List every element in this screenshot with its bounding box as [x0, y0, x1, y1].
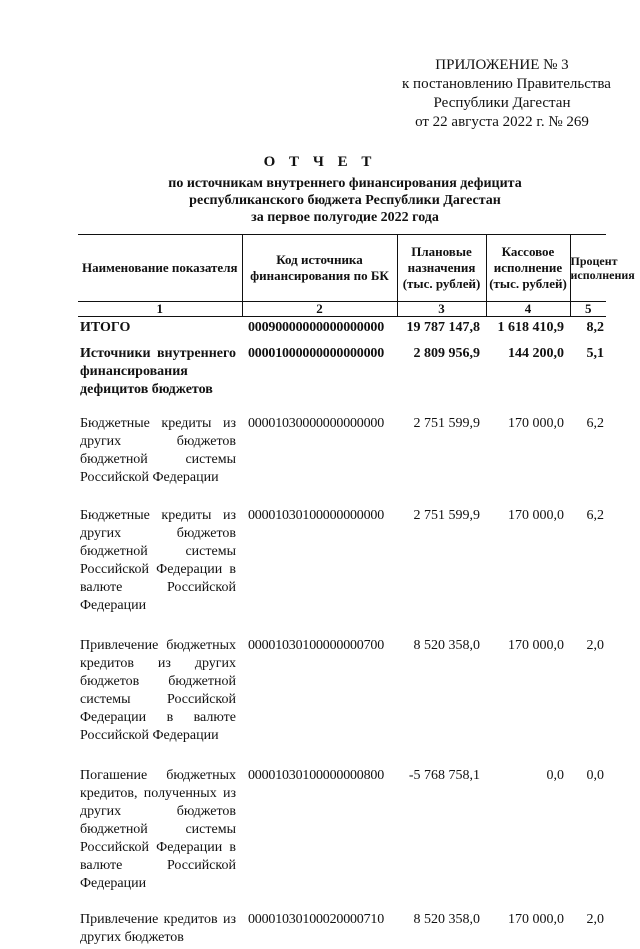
header-percent: Процент исполнения — [570, 235, 606, 302]
row-planned: 2 751 599,9 — [413, 416, 480, 431]
row-code: 00001030100020000710 — [248, 912, 385, 927]
report-subtitle: по источникам внутреннего финансирования дефицита — [168, 176, 522, 191]
row-code: 00001030100000000800 — [248, 768, 385, 783]
row-name: Погашение бюджетных кредитов, полученных из других бюджетов бюджетной системы Российской Федерации в валюте Российской Федерации — [80, 768, 236, 891]
row-planned: 2 751 599,9 — [413, 508, 480, 523]
row-percent: 6,2 — [586, 508, 604, 523]
header-planned: Плановые назначения (тыс. рублей) — [397, 235, 486, 302]
row-executed: 170 000,0 — [508, 416, 564, 431]
row-percent: 2,0 — [586, 912, 604, 927]
table-row — [78, 909, 606, 949]
column-number-row — [78, 302, 606, 317]
row-code: 00001000000000000000 — [248, 346, 385, 361]
appendix-line: к постановлению Правительства — [402, 76, 611, 92]
row-planned: -5 768 758,1 — [408, 768, 480, 783]
table-row — [78, 765, 606, 909]
row-code: 00001030000000000000 — [248, 416, 385, 431]
row-name: Источники внутреннего финансирования дефицитов бюджетов — [80, 346, 236, 397]
appendix-block — [402, 56, 611, 132]
row-code: 00001030100000000700 — [248, 638, 385, 653]
row-planned: 19 787 147,8 — [406, 320, 480, 335]
report-table — [78, 234, 635, 949]
row-executed: 170 000,0 — [508, 508, 564, 523]
report-title-block — [0, 154, 640, 226]
row-executed: 170 000,0 — [508, 912, 564, 927]
row-name: Бюджетные кредиты из других бюджетов бюджетной системы Российской Федерации — [80, 416, 236, 485]
row-percent: 6,2 — [586, 416, 604, 431]
row-percent: 5,1 — [586, 346, 604, 361]
table-row — [78, 343, 606, 413]
table-header-row — [78, 235, 606, 302]
table-row — [78, 317, 606, 344]
report-subtitle: за первое полугодие 2022 года — [251, 210, 439, 225]
row-planned: 2 809 956,9 — [413, 346, 480, 361]
row-name: Привлечение бюджетных кредитов из других бюджетов бюджетной системы Российской Федерации в валюте Российской Федерации — [80, 638, 236, 743]
row-code: 00001030100000000000 — [248, 508, 385, 523]
table-row — [78, 635, 606, 765]
column-number: 3 — [397, 302, 486, 317]
report-title: О Т Ч Е Т — [263, 154, 377, 170]
row-name: Привлечение кредитов из других бюджетов — [80, 912, 236, 945]
row-percent: 8,2 — [586, 320, 604, 335]
column-number: 5 — [570, 302, 606, 317]
row-planned: 8 520 358,0 — [413, 638, 480, 653]
row-executed: 170 000,0 — [508, 638, 564, 653]
row-percent: 0,0 — [586, 768, 604, 783]
appendix-date: от 22 августа 2022 г. № 269 — [415, 114, 589, 130]
row-executed: 0,0 — [546, 768, 564, 783]
report-subtitle: республиканского бюджета Республики Дагестан — [189, 193, 501, 208]
row-executed: 1 618 410,9 — [497, 320, 564, 335]
table-row — [78, 505, 606, 635]
appendix-line: Республики Дагестан — [433, 95, 571, 111]
column-number: 2 — [242, 302, 397, 317]
appendix-title: ПРИЛОЖЕНИЕ № 3 — [435, 57, 569, 73]
header-code: Код источника финансирования по БК — [242, 235, 397, 302]
row-percent: 2,0 — [586, 638, 604, 653]
row-planned: 8 520 358,0 — [413, 912, 480, 927]
row-executed: 144 200,0 — [508, 346, 564, 361]
row-code: 00090000000000000000 — [248, 320, 385, 335]
table-row — [78, 413, 606, 505]
row-name: Бюджетные кредиты из других бюджетов бюджетной системы Российской Федерации в валюте Российской Федерации — [80, 508, 236, 613]
header-name: Наименование показателя — [78, 235, 242, 302]
row-name: ИТОГО — [80, 320, 131, 335]
column-number: 4 — [486, 302, 570, 317]
column-number: 1 — [78, 302, 242, 317]
header-executed: Кассовое исполнение (тыс. рублей) — [486, 235, 570, 302]
